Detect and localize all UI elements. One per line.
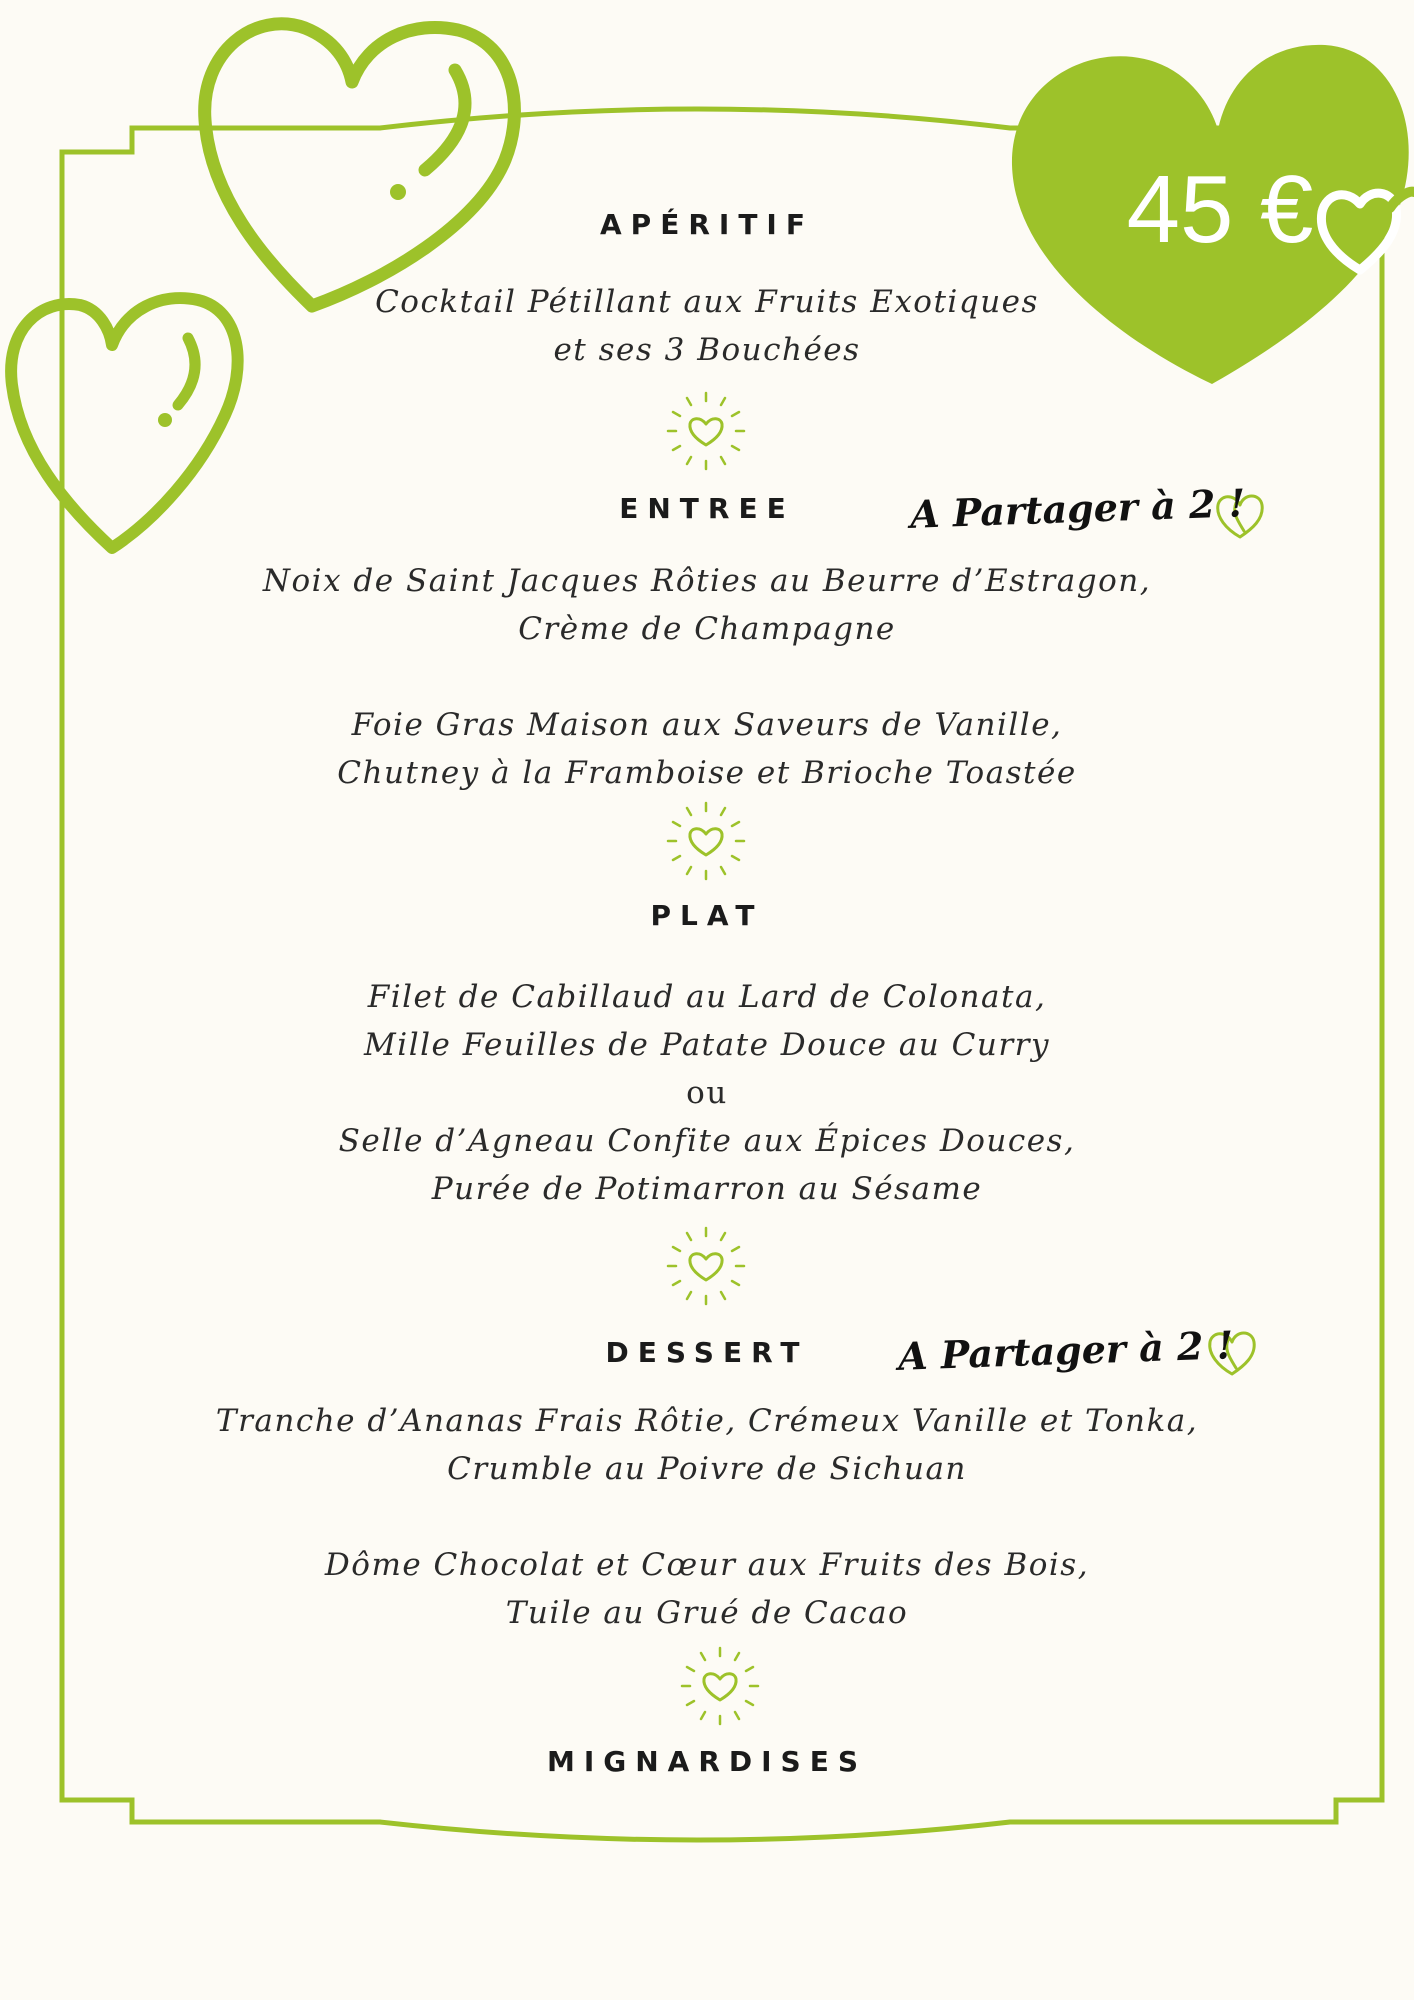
entree-dish-2: Foie Gras Maison aux Saveurs de Vanille, Chutney à la Framboise et Brioche Toastée bbox=[337, 707, 1077, 791]
entree-dish-1: Noix de Saint Jacques Rôties au Beurre d’Estragon, Crème de Champagne bbox=[262, 563, 1152, 647]
price-label: 45 € bbox=[1126, 156, 1314, 263]
sunburst-heart-divider-icon bbox=[668, 393, 744, 469]
dessert-dish-2: Dôme Chocolat et Cœur aux Fruits des Bois, Tuile au Grué de Cacao bbox=[324, 1547, 1090, 1631]
sunburst-heart-divider-icon bbox=[668, 803, 744, 879]
plat-dishes: Filet de Cabillaud au Lard de Colonata, Mille Feuilles de Patate Douce au Curry ou Selle d’Agneau Confite aux Épices Douces, Purée de Potimarron au Sésame bbox=[338, 979, 1076, 1207]
sunburst-heart-divider-icon bbox=[668, 1228, 744, 1304]
section-title-entree: ENTREE bbox=[619, 492, 795, 525]
aperitif-dish: Cocktail Pétillant aux Fruits Exotiques et ses 3 Bouchées bbox=[375, 284, 1039, 368]
share-note-entree: A Partager à 2 ! bbox=[909, 480, 1246, 537]
sunburst-heart-divider-icon bbox=[682, 1648, 758, 1724]
section-title-aperitif: APÉRITIF bbox=[600, 208, 814, 241]
share-note-dessert: A Partager à 2 ! bbox=[897, 1322, 1234, 1379]
section-title-mignardises: MIGNARDISES bbox=[546, 1745, 868, 1778]
dessert-dish-1: Tranche d’Ananas Frais Rôtie, Crémeux Vanille et Tonka, Crumble au Poivre de Sichuan bbox=[215, 1403, 1199, 1487]
section-title-dessert: DESSERT bbox=[605, 1336, 809, 1369]
heart-outline-icon bbox=[205, 24, 515, 306]
section-title-plat: PLAT bbox=[650, 899, 764, 932]
